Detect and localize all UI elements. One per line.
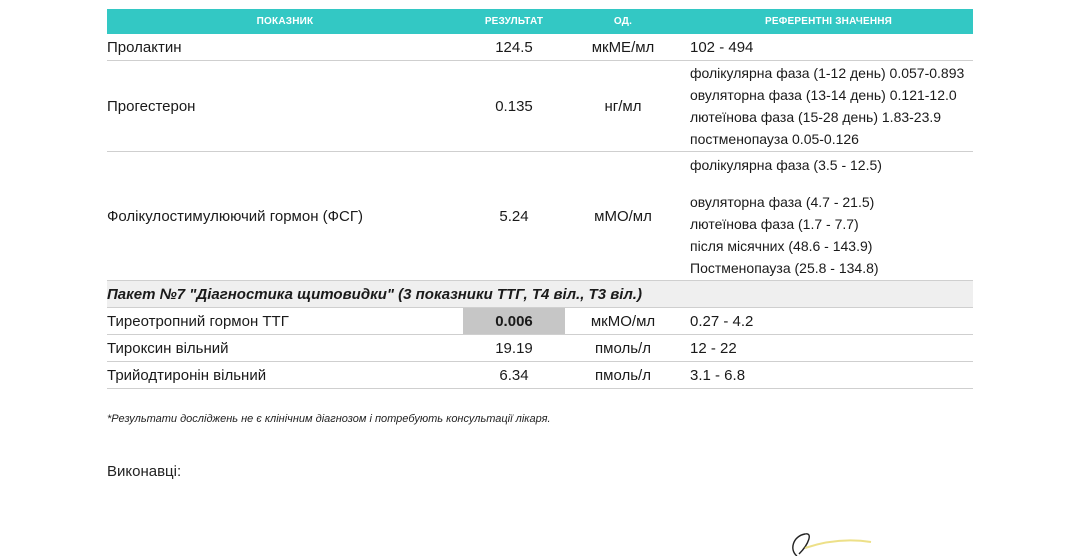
performers-label: Виконавці: xyxy=(107,463,182,480)
row-result: 6.34 xyxy=(463,362,565,389)
row-result: 124.5 xyxy=(463,34,565,61)
row-result: 5.24 xyxy=(463,152,565,281)
reference-line: лютеїнова фаза (15-28 день) 1.83-23.9 xyxy=(690,109,942,125)
table-row-prolactin xyxy=(107,34,973,61)
results-table xyxy=(107,9,973,389)
lab-report xyxy=(107,9,973,389)
row-unit: мкМЕ/мл xyxy=(565,34,681,61)
signature-mark xyxy=(775,528,895,556)
reference-line: після місячних (48.6 - 143.9) xyxy=(690,237,873,254)
row-result-highlighted: 0.006 xyxy=(463,308,565,335)
reference-line: лютеїнова фаза (1.7 - 7.7) xyxy=(690,215,859,232)
row-reference xyxy=(681,61,973,152)
row-reference: 3.1 - 6.8 xyxy=(681,362,973,389)
row-unit: пмоль/л xyxy=(565,362,681,389)
table-row-fsh xyxy=(107,152,973,281)
row-reference xyxy=(681,152,973,281)
row-result: 19.19 xyxy=(463,335,565,362)
package-title: Пакет №7 "Діагностика щитовидки" (3 показники ТТГ, Т4 віл., Т3 віл.) xyxy=(107,281,973,308)
row-unit: мкМО/мл xyxy=(565,308,681,335)
row-unit: нг/мл xyxy=(565,61,681,152)
reference-line: фолікулярна фаза (3.5 - 12.5) xyxy=(690,156,882,173)
row-name: Тиреотропний гормон ТТГ xyxy=(107,308,463,335)
row-name: Пролактин xyxy=(107,34,463,61)
reference-spacer xyxy=(690,176,973,191)
table-row-free-t4 xyxy=(107,335,973,362)
reference-line: овуляторна фаза (13-14 день) 0.121-12.0 xyxy=(690,87,957,103)
row-reference: 0.27 - 4.2 xyxy=(681,308,973,335)
row-name: Трийодтиронін вільний xyxy=(107,362,463,389)
row-result: 0.135 xyxy=(463,61,565,152)
row-unit: мМО/мл xyxy=(565,152,681,281)
row-unit: пмоль/л xyxy=(565,335,681,362)
row-reference: 12 - 22 xyxy=(681,335,973,362)
row-name: Фолікулостимулюючий гормон (ФСГ) xyxy=(107,152,463,281)
header-indicator: ПОКАЗНИК xyxy=(107,9,463,34)
reference-line: Постменопауза (25.8 - 134.8) xyxy=(690,259,879,276)
row-name: Прогестерон xyxy=(107,61,463,152)
package-row xyxy=(107,281,973,308)
table-row-free-t3 xyxy=(107,362,973,389)
row-reference: 102 - 494 xyxy=(681,34,973,61)
header-result: РЕЗУЛЬТАТ xyxy=(463,9,565,34)
reference-line: фолікулярна фаза (1-12 день) 0.057-0.893 xyxy=(690,65,965,81)
disclaimer-note: *Результати досліджень не є клінічним діагнозом і потребують консультації лікаря. xyxy=(107,413,551,425)
reference-line: постменопауза 0.05-0.126 xyxy=(690,131,859,147)
table-row-tsh xyxy=(107,308,973,335)
header-unit: ОД. xyxy=(565,9,681,34)
table-header-row xyxy=(107,9,973,34)
reference-line: овуляторна фаза (4.7 - 21.5) xyxy=(690,193,875,210)
header-reference: РЕФЕРЕНТНІ ЗНАЧЕННЯ xyxy=(681,9,973,34)
row-name: Тироксин вільний xyxy=(107,335,463,362)
table-row-progesterone xyxy=(107,61,973,152)
